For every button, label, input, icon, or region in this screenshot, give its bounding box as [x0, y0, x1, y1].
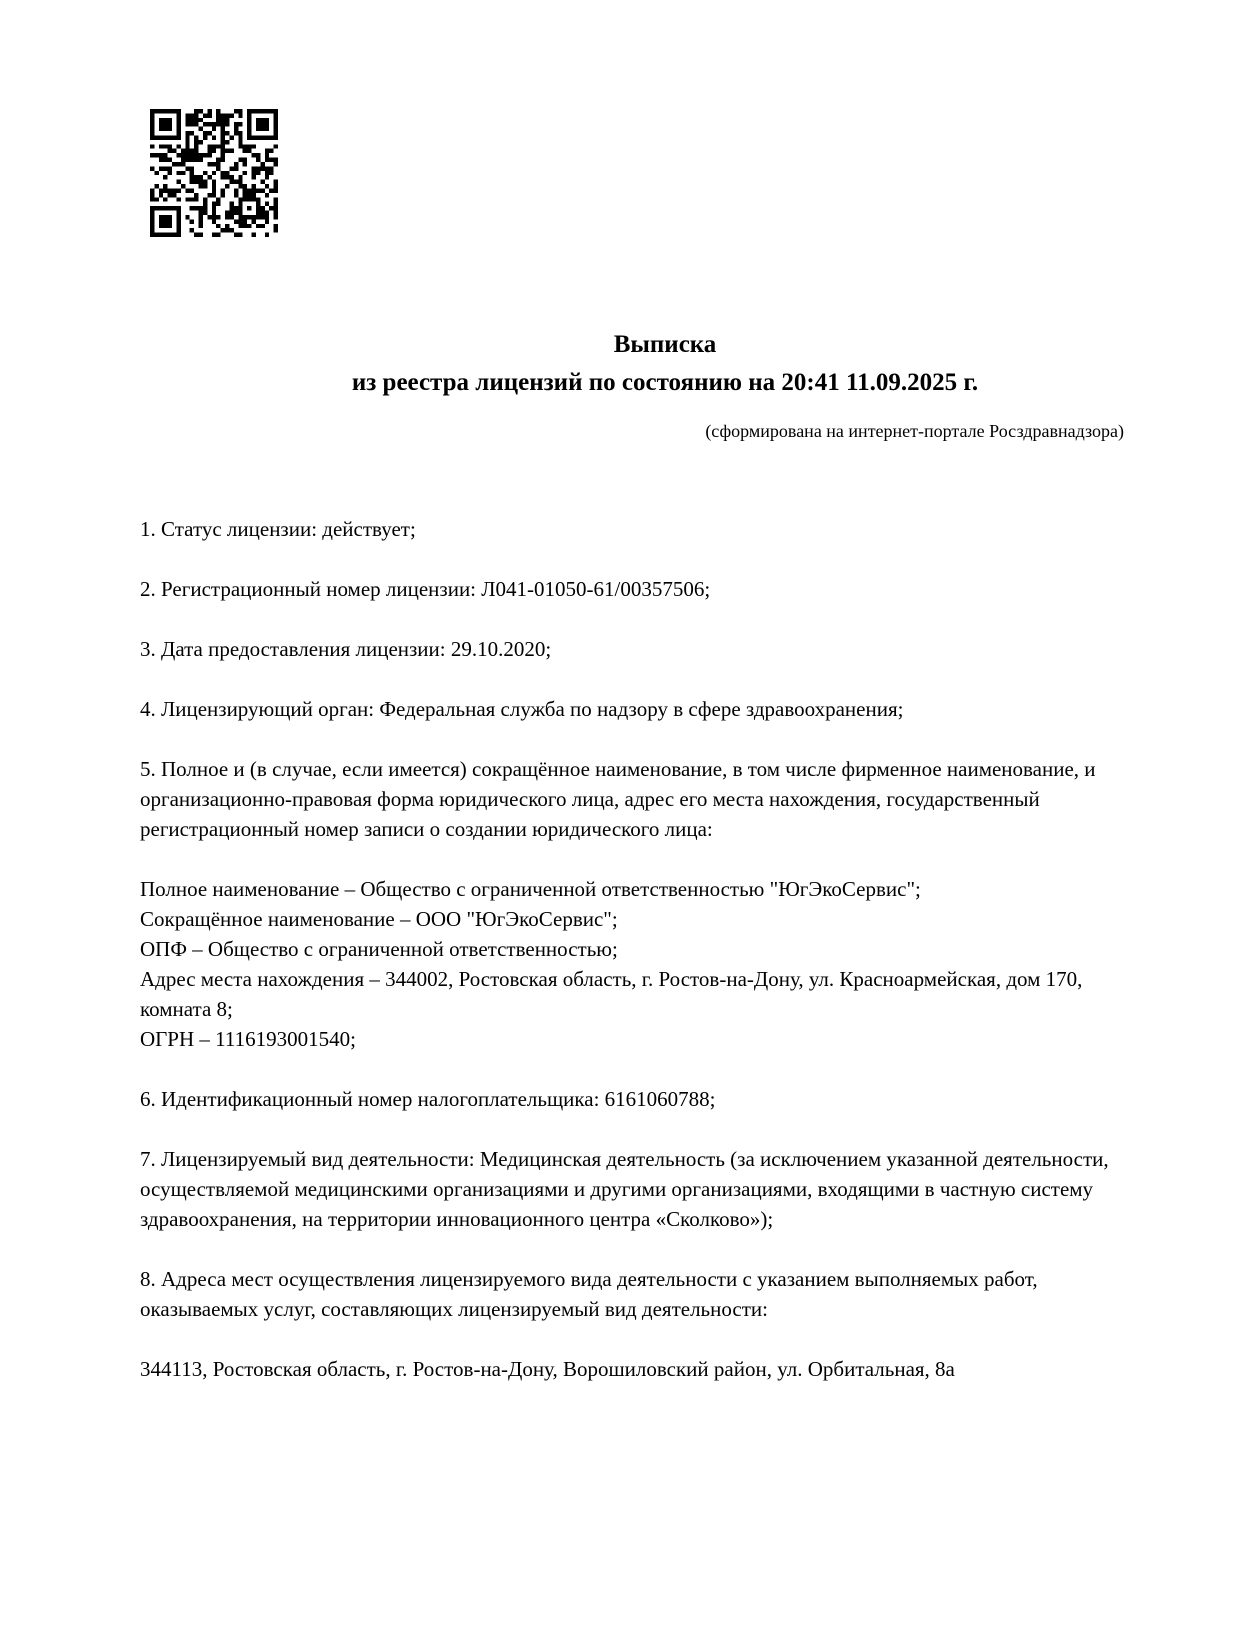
document-title — [140, 326, 1190, 402]
qr-code-icon — [150, 109, 278, 237]
org-short-name: Сокращённое наименование – ООО "ЮгЭкоСервис"; — [140, 907, 618, 931]
org-legal-form: ОПФ – Общество с ограниченной ответственностью; — [140, 937, 618, 961]
document-subtitle: (сформирована на интернет-портале Росздравнадзора) — [705, 421, 1124, 441]
title-line-2: из реестра лицензий по состоянию на 20:41 11.09.2025 г. — [351, 369, 979, 396]
organization-block — [140, 874, 1128, 1054]
organization-heading: 5. Полное и (в случае, если имеется) сокращённое наименование, в том числе фирменное наименование, и организационно-правовая форма юридического лица, адрес его места нахождения, государственный регистрационный номер записи о создании юридического лица: — [140, 757, 1096, 841]
taxpayer-inn: 6. Идентификационный номер налогоплательщика: 6161060788; — [140, 1087, 716, 1111]
license-grant-date: 3. Дата предоставления лицензии: 29.10.2020; — [140, 637, 552, 661]
document-body — [140, 514, 1128, 1384]
licensed-activity: 7. Лицензируемый вид деятельности: Медицинская деятельность (за исключением указанной деятельности, осуществляемой медицинскими организациями и другими организациями, входящими в частную систему здравоохранения, на территории инновационного центра «Сколково»); — [140, 1147, 1109, 1231]
org-address: Адрес места нахождения – 344002, Ростовская область, г. Ростов-на-Дону, ул. Красноармейская, дом 170, комната 8; — [140, 967, 1083, 1021]
license-status: 1. Статус лицензии: действует; — [140, 517, 416, 541]
licensing-authority: 4. Лицензирующий орган: Федеральная служба по надзору в сфере здравоохранения; — [140, 697, 904, 721]
activity-addresses-heading: 8. Адреса мест осуществления лицензируемого вида деятельности с указанием выполняемых работ, оказываемых услуг, составляющих лицензируемый вид деятельности: — [140, 1267, 1038, 1321]
title-line-1: Выписка — [613, 331, 717, 358]
org-full-name: Полное наименование – Общество с ограниченной ответственностью "ЮгЭкоСервис"; — [140, 877, 921, 901]
org-ogrn: ОГРН – 1116193001540; — [140, 1027, 356, 1051]
license-reg-number: 2. Регистрационный номер лицензии: Л041-01050-61/00357506; — [140, 577, 711, 601]
activity-address: 344113, Ростовская область, г. Ростов-на-Дону, Ворошиловский район, ул. Орбитальная, 8а — [140, 1357, 955, 1381]
